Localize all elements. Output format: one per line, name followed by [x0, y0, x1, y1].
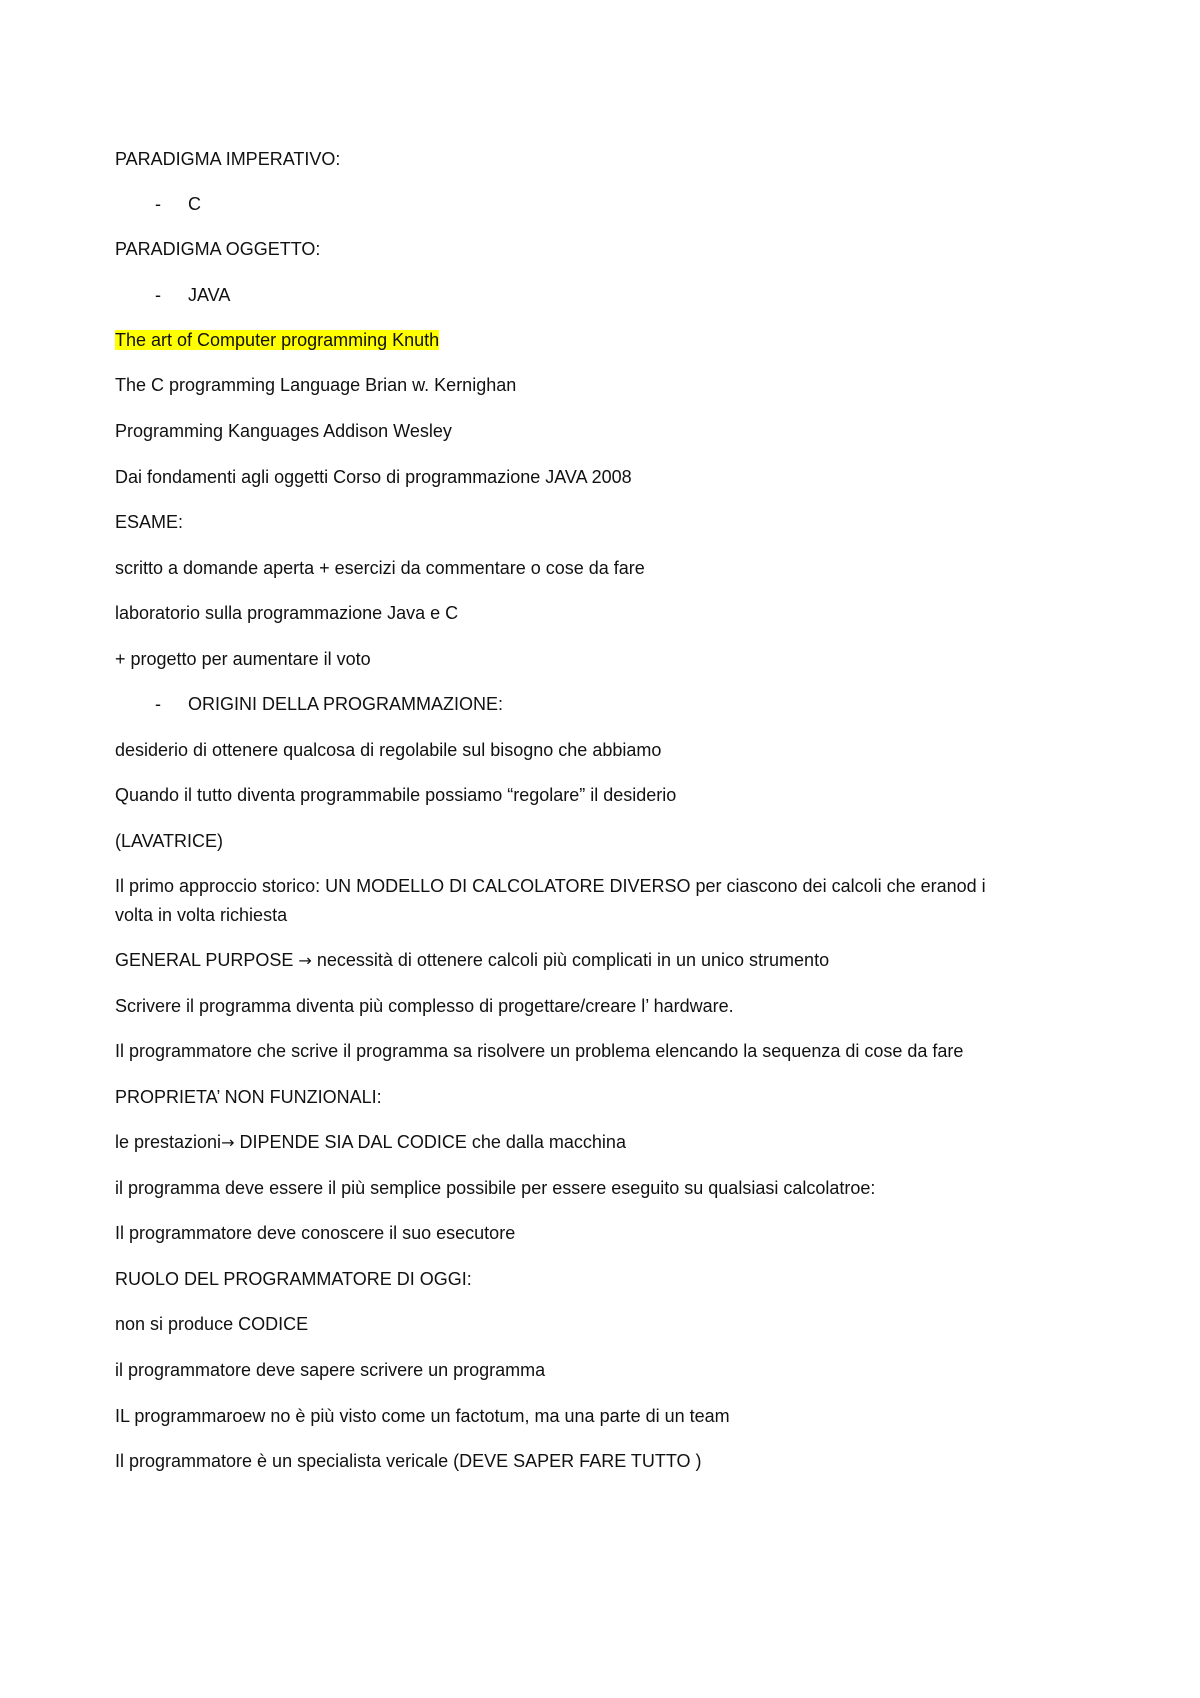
- book-java: Dai fondamenti agli oggetti Corso di programmazione JAVA 2008: [115, 467, 632, 487]
- programmer-sequence-line: Il programmatore che scrive il programma sa risolvere un problema elencando la sequenza di cose da fare: [115, 1041, 964, 1061]
- heading-non-functional: PROPRIETA’ NON FUNZIONALI:: [115, 1087, 382, 1107]
- book-addison: Programming Kanguages Addison Wesley: [115, 421, 452, 441]
- specialist-line: Il programmatore è un specialista vericale (DEVE SAPER FARE TUTTO ): [115, 1451, 702, 1471]
- first-approach-line-2: volta in volta richiesta: [115, 905, 288, 925]
- arrow-right-icon: →: [221, 1133, 235, 1152]
- write-program-line: il programmatore deve sapere scrivere un programma: [115, 1360, 546, 1380]
- book-knuth: [115, 329, 439, 351]
- bullet-dash: -: [155, 285, 161, 305]
- performance-line: [115, 1131, 626, 1154]
- factotum-line: IL programmaroew no è più visto come un factotum, ma una parte di un team: [115, 1406, 730, 1426]
- general-purpose-text: necessità di ottenere calcoli più complicati in un unico strumento: [311, 950, 830, 970]
- list-item-java: JAVA: [188, 285, 231, 305]
- performance-text: DIPENDE SIA DAL CODICE che dalla macchina: [234, 1132, 626, 1152]
- no-code-line: non si produce CODICE: [115, 1314, 309, 1334]
- desire-line: desiderio di ottenere qualcosa di regolabile sul bisogno che abbiamo: [115, 740, 662, 760]
- simple-program-line: il programma deve essere il più semplice possibile per essere eseguito su qualsiasi calcolatroe:: [115, 1178, 876, 1198]
- general-purpose-label: GENERAL PURPOSE: [115, 950, 294, 970]
- arrow-right-icon: →: [298, 951, 312, 970]
- bullet-dash: -: [155, 194, 161, 214]
- programmable-line: Quando il tutto diventa programmabile possiamo “regolare” il desiderio: [115, 785, 677, 805]
- highlighted-text: The art of Computer programming Knuth: [115, 330, 440, 350]
- heading-role: RUOLO DEL PROGRAMMATORE DI OGGI:: [115, 1269, 472, 1289]
- washing-machine-line: (LAVATRICE): [115, 831, 224, 851]
- general-purpose-line: [115, 949, 829, 972]
- first-approach-line-1: Il primo approccio storico: UN MODELLO DI CALCOLATORE DIVERSO per ciascono dei calcoli che eranod i: [115, 876, 986, 896]
- heading-origins: ORIGINI DELLA PROGRAMMAZIONE:: [188, 694, 504, 714]
- bullet-dash: -: [155, 694, 161, 714]
- book-kernighan: The C programming Language Brian w. Kernighan: [115, 375, 517, 395]
- heading-exam: ESAME:: [115, 512, 184, 532]
- heading-paradigm-imperative: PARADIGMA IMPERATIVO:: [115, 149, 341, 169]
- exam-written: scritto a domande aperta + esercizi da commentare o cose da fare: [115, 558, 645, 578]
- heading-paradigm-object: PARADIGMA OGGETTO:: [115, 239, 321, 259]
- exam-project: + progetto per aumentare il voto: [115, 649, 371, 669]
- list-item-c: C: [188, 194, 201, 214]
- performance-label: le prestazioni: [115, 1132, 222, 1152]
- know-executor-line: Il programmatore deve conoscere il suo esecutore: [115, 1223, 516, 1243]
- writing-program-line: Scrivere il programma diventa più complesso di progettare/creare l’ hardware.: [115, 996, 734, 1016]
- exam-lab: laboratorio sulla programmazione Java e C: [115, 603, 459, 623]
